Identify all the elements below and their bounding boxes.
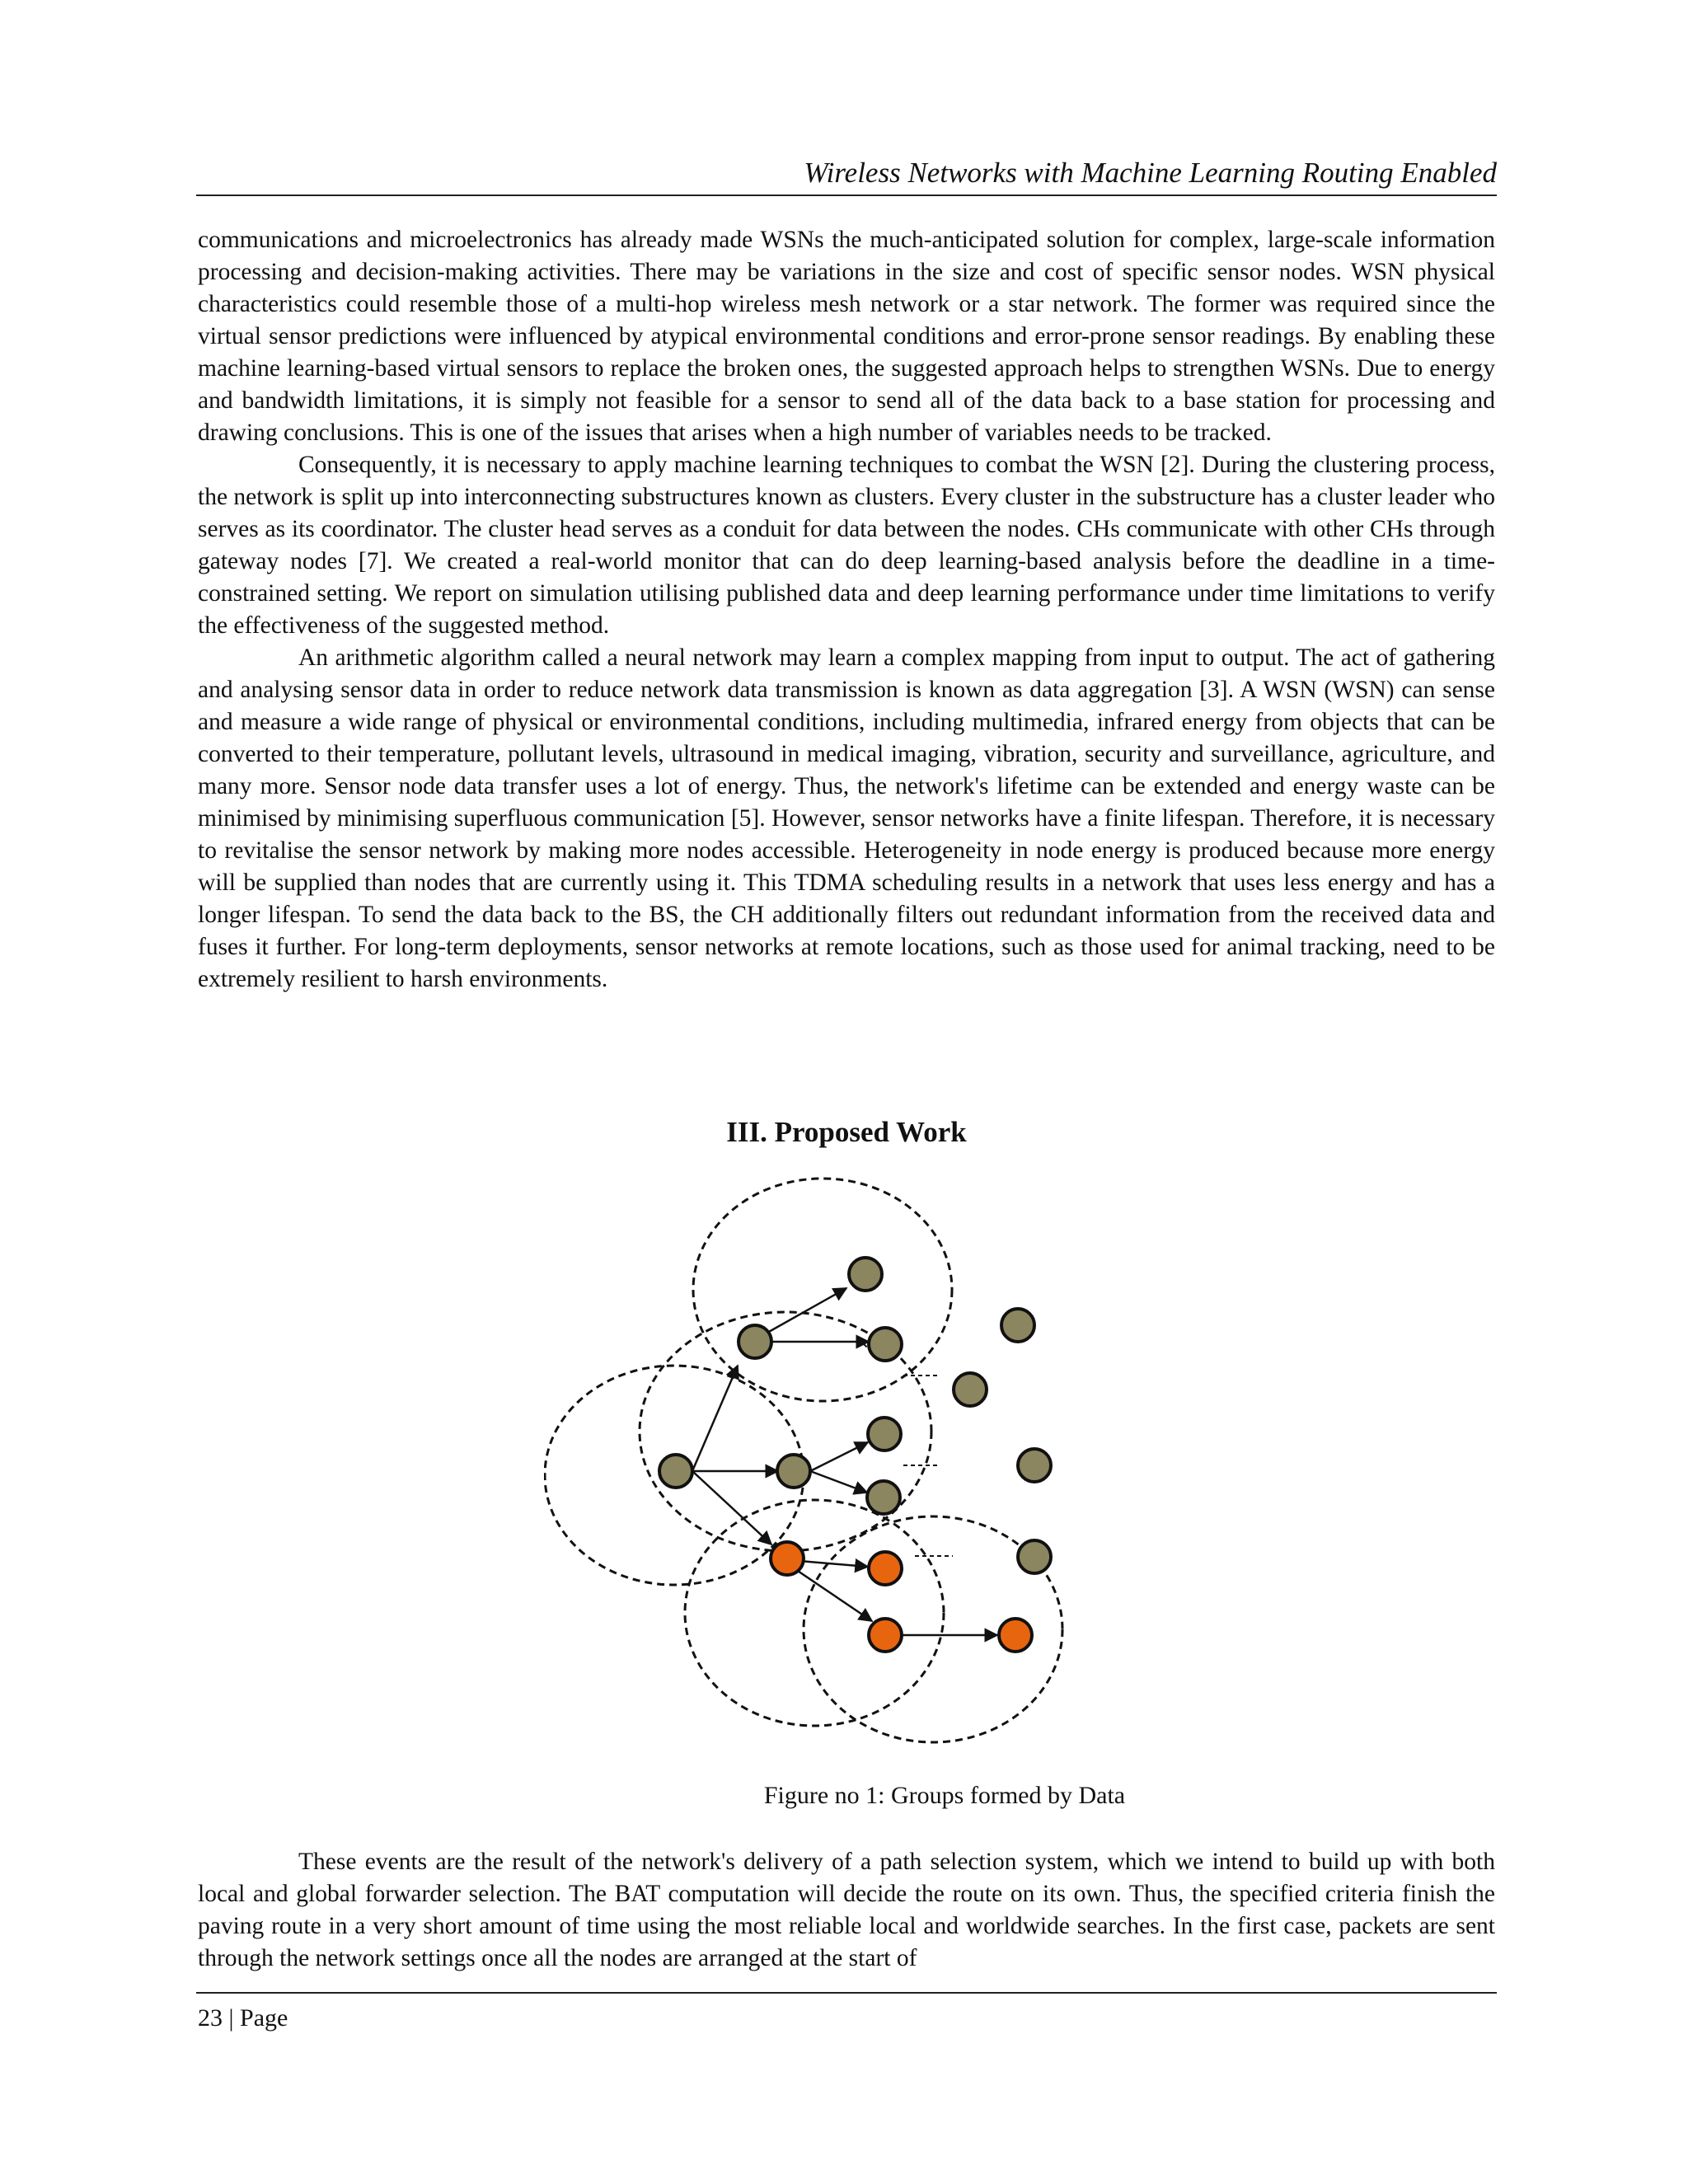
section-heading: III. Proposed Work	[726, 1116, 967, 1148]
running-title: Wireless Networks with Machine Learning Routing Enabled	[804, 157, 1497, 189]
paragraph-1: communications and microelectronics has already made WSNs the much-anticipated solution for complex, large-scale information processing and decision-making activities. There may be variations in the size and cost of specific sensor nodes. WSN physical characteristics could resemble those of a multi-hop wireless mesh network or a star network. The former was required since the virtual sensor predictions were influenced by atypical environmental conditions and error-prone sensor readings. By enabling these machine learning-based virtual sensors to replace the broken ones, the suggested approach helps to strengthen WSNs. Due to energy and bandwidth limitations, it is simply not feasible for a sensor to send all of the data back to a base station for processing and drawing conclusions. This is one of the issues that arises when a high number of variables needs to be tracked.	[198, 227, 1495, 446]
selected-forwarder-node	[771, 1542, 804, 1575]
cluster-boundary-top	[693, 1179, 952, 1401]
source-node	[659, 1455, 692, 1488]
selected-forwarder-node	[869, 1619, 902, 1652]
cluster-head-node	[777, 1455, 810, 1488]
paragraph-2: Consequently, it is necessary to apply machine learning techniques to combat the WSN [2]. During the clustering process, the network is split up into interconnecting substructures known as clusters. Every cluster in the substructure has a cluster leader who serves as its coordinator. The cluster head serves as a conduit for data between the nodes. CHs communicate with other CHs through gateway nodes [7]. We created a real-world monitor that can do deep learning-based analysis before the deadline in a time-constrained setting. We report on simulation utilising published data and deep learning performance under time limitations to verify the effectiveness of the suggested method.	[198, 452, 1495, 639]
edge-e-to-a	[692, 1366, 738, 1471]
edge-e-to-i	[692, 1471, 771, 1544]
sensor-node	[868, 1418, 901, 1451]
cluster-head-node	[738, 1325, 771, 1358]
footer-rule	[196, 1992, 1497, 1994]
cluster-boundary-lower-left	[685, 1500, 944, 1726]
header-rule	[196, 194, 1497, 196]
sensor-node	[869, 1328, 902, 1361]
body-text-bottom	[198, 1846, 1495, 1975]
selected-forwarder-node	[869, 1552, 902, 1585]
paragraph-3: An arithmetic algorithm called a neural network may learn a complex mapping from input to output. The act of gathering and analysing sensor data in order to reduce network data transmission is known as data aggregation [3]. A WSN (WSN) can sense and measure a wide range of physical or environmental conditions, including multimedia, infrared energy from objects that can be converted to their temperature, pollutant levels, ultrasound in medical imaging, vibration, security and surveillance, agriculture, and many more. Sensor node data transfer uses a lot of energy. Thus, the network's lifetime can be extended and energy waste can be minimised by minimising superfluous communication [5]. However, sensor networks have a finite lifespan. Therefore, it is necessary to revitalise the sensor network by making more nodes accessible. Heterogeneity in node energy is produced because more energy will be supplied than nodes that are currently using it. This TDMA scheduling results in a network that uses less energy and has a longer lifespan. To send the data back to the BS, the CH additionally filters out redundant information from the received data and fuses it further. For long-term deployments, sensor networks at remote locations, such as those used for animal tracking, need to be extremely resilient to harsh environments.	[198, 644, 1495, 992]
body-text-top	[198, 224, 1495, 996]
sensor-node	[849, 1258, 882, 1291]
isolated-sensor-node	[1018, 1540, 1051, 1573]
cluster-diagram	[544, 1170, 1104, 1764]
edge-i-to-k	[788, 1564, 872, 1621]
isolated-sensor-node	[1018, 1449, 1051, 1482]
cluster-diagram-svg	[544, 1170, 1104, 1764]
sensor-node	[867, 1481, 900, 1514]
isolated-sensor-node	[1001, 1309, 1034, 1342]
selected-forwarder-node	[999, 1619, 1032, 1652]
edge-f-to-g	[810, 1442, 868, 1471]
isolated-sensor-node	[954, 1373, 987, 1406]
edge-f-to-h	[810, 1471, 867, 1493]
paragraph-4: These events are the result of the network's delivery of a path selection system, which we intend to build up with both local and global forwarder selection. The BAT computation will decide the route on its own. Thus, the specified criteria finish the paving route in a very short amount of time using the most reliable local and worldwide searches. In the first case, packets are sent through the network settings once all the nodes are arranged at the start of	[198, 1849, 1495, 1971]
figure-caption: Figure no 1: Groups formed by Data	[763, 1782, 1126, 1809]
page-number: 23 | Page	[198, 2004, 288, 2032]
